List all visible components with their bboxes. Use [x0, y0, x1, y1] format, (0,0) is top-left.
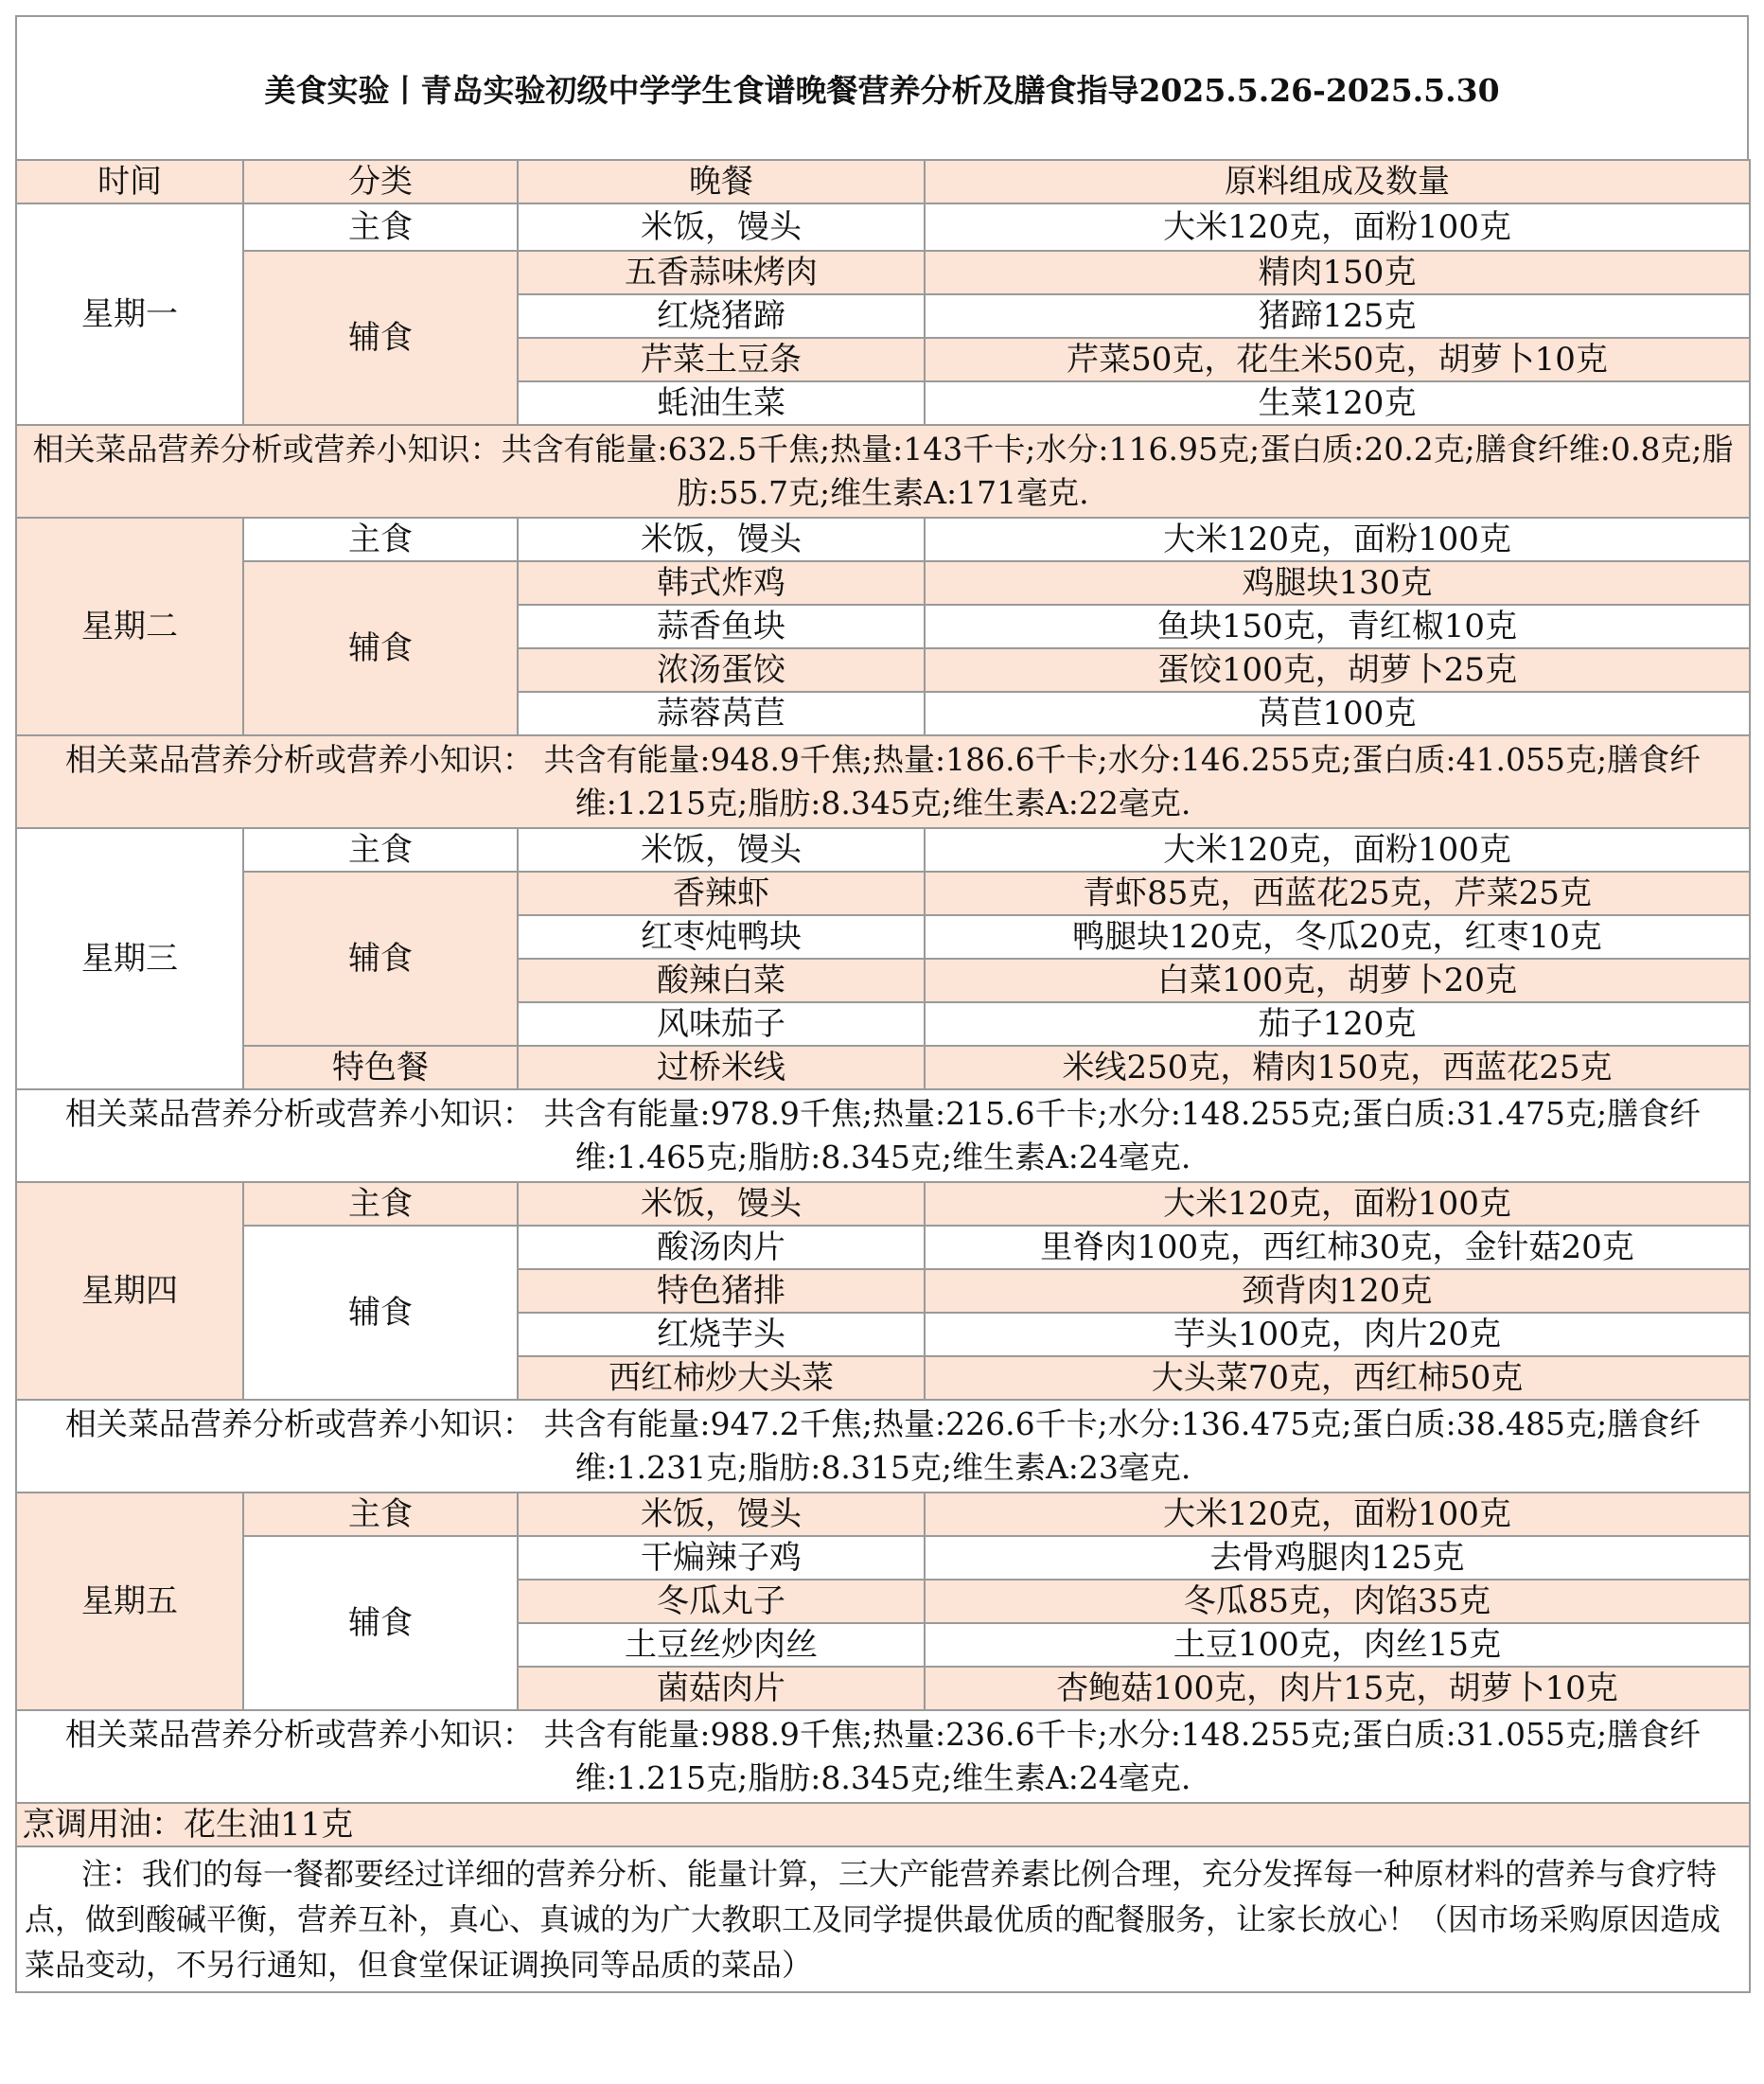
dish-name: 香辣虾 [518, 872, 925, 915]
dish-ingredients: 大米120克，面粉100克 [925, 1182, 1750, 1226]
menu-table [15, 159, 1751, 1993]
menu-sheet [15, 15, 1749, 1993]
category-special: 特色餐 [243, 1046, 518, 1089]
dish-name: 红烧芋头 [518, 1313, 925, 1356]
dish-ingredients: 土豆100克，肉丝15克 [925, 1623, 1750, 1667]
dish-name: 米饭，馒头 [518, 1182, 925, 1226]
dish-ingredients: 大米120克，面粉100克 [925, 518, 1750, 561]
day-label: 星期四 [16, 1182, 243, 1400]
dish-name: 冬瓜丸子 [518, 1580, 925, 1623]
dish-name: 蚝油生菜 [518, 381, 925, 425]
cooking-oil: 烹调用油：花生油11克 [16, 1803, 1750, 1846]
footnote-text: 注：我们的每一餐都要经过详细的营养分析、能量计算，三大产能营养素比例合理，充分发挥每一种原材料的营养与食疗特点，做到酸碱平衡，营养互补，真心、真诚的为广大教职工及同学提供最优质的配餐服务，让家长放心！（因市场采购原因造成菜品变动，不另行通知，但食堂保证调换同等品质的菜品） [25, 1856, 1721, 1983]
dish-ingredients: 里脊肉100克，西红柿30克，金针菇20克 [925, 1226, 1750, 1269]
dish-ingredients: 颈背肉120克 [925, 1269, 1750, 1313]
dish-ingredients: 生菜120克 [925, 381, 1750, 425]
dish-ingredients: 大米120克，面粉100克 [925, 1492, 1750, 1536]
dish-ingredients: 冬瓜85克，肉馅35克 [925, 1580, 1750, 1623]
dish-ingredients: 芹菜50克，花生米50克，胡萝卜10克 [925, 338, 1750, 381]
dish-name: 红枣炖鸭块 [518, 915, 925, 959]
dish-ingredients: 白菜100克，胡萝卜20克 [925, 959, 1750, 1002]
dish-name: 酸辣白菜 [518, 959, 925, 1002]
dish-name: 韩式炸鸡 [518, 561, 925, 605]
header-dish: 晚餐 [518, 160, 925, 203]
dish-name: 米饭，馒头 [518, 828, 925, 872]
dish-name: 风味茄子 [518, 1002, 925, 1046]
dish-name: 五香蒜味烤肉 [518, 251, 925, 294]
dish-name: 芹菜土豆条 [518, 338, 925, 381]
day-label: 星期三 [16, 828, 243, 1089]
dish-name: 米饭，馒头 [518, 1492, 925, 1536]
category-staple: 主食 [243, 203, 518, 251]
dish-ingredients: 鸭腿块120克，冬瓜20克，红枣10克 [925, 915, 1750, 959]
nutrition-note: 相关菜品营养分析或营养小知识： 共含有能量:988.9千焦;热量:236.6千卡;水分:148.255克;蛋白质:31.055克;膳食纤维:1.215克;脂肪:8.345克;维生素A:24毫克. [16, 1710, 1750, 1803]
dish-ingredients: 精肉150克 [925, 251, 1750, 294]
dish-ingredients: 芋头100克，肉片20克 [925, 1313, 1750, 1356]
dish-ingredients: 猪蹄125克 [925, 294, 1750, 338]
dish-name: 红烧猪蹄 [518, 294, 925, 338]
category-staple: 主食 [243, 828, 518, 872]
dish-name: 米饭，馒头 [518, 203, 925, 251]
category-side: 辅食 [243, 251, 518, 425]
dish-name: 蒜蓉莴苣 [518, 692, 925, 735]
dish-ingredients: 茄子120克 [925, 1002, 1750, 1046]
day-label: 星期二 [16, 518, 243, 735]
day-label: 星期一 [16, 203, 243, 425]
dish-ingredients: 大米120克，面粉100克 [925, 828, 1750, 872]
nutrition-note: 相关菜品营养分析或营养小知识：共含有能量:632.5千焦;热量:143千卡;水分:116.95克;蛋白质:20.2克;膳食纤维:0.8克;脂肪:55.7克;维生素A:171毫克. [16, 425, 1750, 518]
header-category: 分类 [243, 160, 518, 203]
dish-name: 蒜香鱼块 [518, 605, 925, 648]
dish-name: 米饭，馒头 [518, 518, 925, 561]
category-staple: 主食 [243, 1492, 518, 1536]
dish-ingredients: 青虾85克，西蓝花25克，芹菜25克 [925, 872, 1750, 915]
dish-ingredients: 米线250克，精肉150克，西蓝花25克 [925, 1046, 1750, 1089]
dish-name: 干煸辣子鸡 [518, 1536, 925, 1580]
dish-name: 浓汤蛋饺 [518, 648, 925, 692]
nutrition-note: 相关菜品营养分析或营养小知识： 共含有能量:948.9千焦;热量:186.6千卡;水分:146.255克;蛋白质:41.055克;膳食纤维:1.215克;脂肪:8.345克;维生素A:22毫克. [16, 735, 1750, 828]
footnote [16, 1846, 1750, 1992]
category-side: 辅食 [243, 1226, 518, 1400]
dish-ingredients: 鸡腿块130克 [925, 561, 1750, 605]
dish-ingredients: 鱼块150克，青红椒10克 [925, 605, 1750, 648]
dish-ingredients: 蛋饺100克，胡萝卜25克 [925, 648, 1750, 692]
dish-ingredients: 大头菜70克，西红柿50克 [925, 1356, 1750, 1400]
category-staple: 主食 [243, 518, 518, 561]
dish-ingredients: 杏鲍菇100克，肉片15克，胡萝卜10克 [925, 1667, 1750, 1710]
day-label: 星期五 [16, 1492, 243, 1710]
dish-ingredients: 去骨鸡腿肉125克 [925, 1536, 1750, 1580]
category-side: 辅食 [243, 872, 518, 1046]
page-title: 美食实验丨青岛实验初级中学学生食谱晚餐营养分析及膳食指导2025.5.26-2025.5.30 [15, 15, 1749, 159]
nutrition-note: 相关菜品营养分析或营养小知识： 共含有能量:947.2千焦;热量:226.6千卡;水分:136.475克;蛋白质:38.485克;膳食纤维:1.231克;脂肪:8.315克;维生素A:23毫克. [16, 1400, 1750, 1492]
dish-ingredients: 大米120克，面粉100克 [925, 203, 1750, 251]
dish-name: 土豆丝炒肉丝 [518, 1623, 925, 1667]
category-side: 辅食 [243, 1536, 518, 1710]
dish-name: 菌菇肉片 [518, 1667, 925, 1710]
header-ingredients: 原料组成及数量 [925, 160, 1750, 203]
category-staple: 主食 [243, 1182, 518, 1226]
category-side: 辅食 [243, 561, 518, 735]
dish-name: 特色猪排 [518, 1269, 925, 1313]
header-time: 时间 [16, 160, 243, 203]
nutrition-note: 相关菜品营养分析或营养小知识： 共含有能量:978.9千焦;热量:215.6千卡;水分:148.255克;蛋白质:31.475克;膳食纤维:1.465克;脂肪:8.345克;维生素A:24毫克. [16, 1089, 1750, 1182]
dish-name: 西红柿炒大头菜 [518, 1356, 925, 1400]
dish-ingredients: 莴苣100克 [925, 692, 1750, 735]
dish-name: 酸汤肉片 [518, 1226, 925, 1269]
dish-name: 过桥米线 [518, 1046, 925, 1089]
